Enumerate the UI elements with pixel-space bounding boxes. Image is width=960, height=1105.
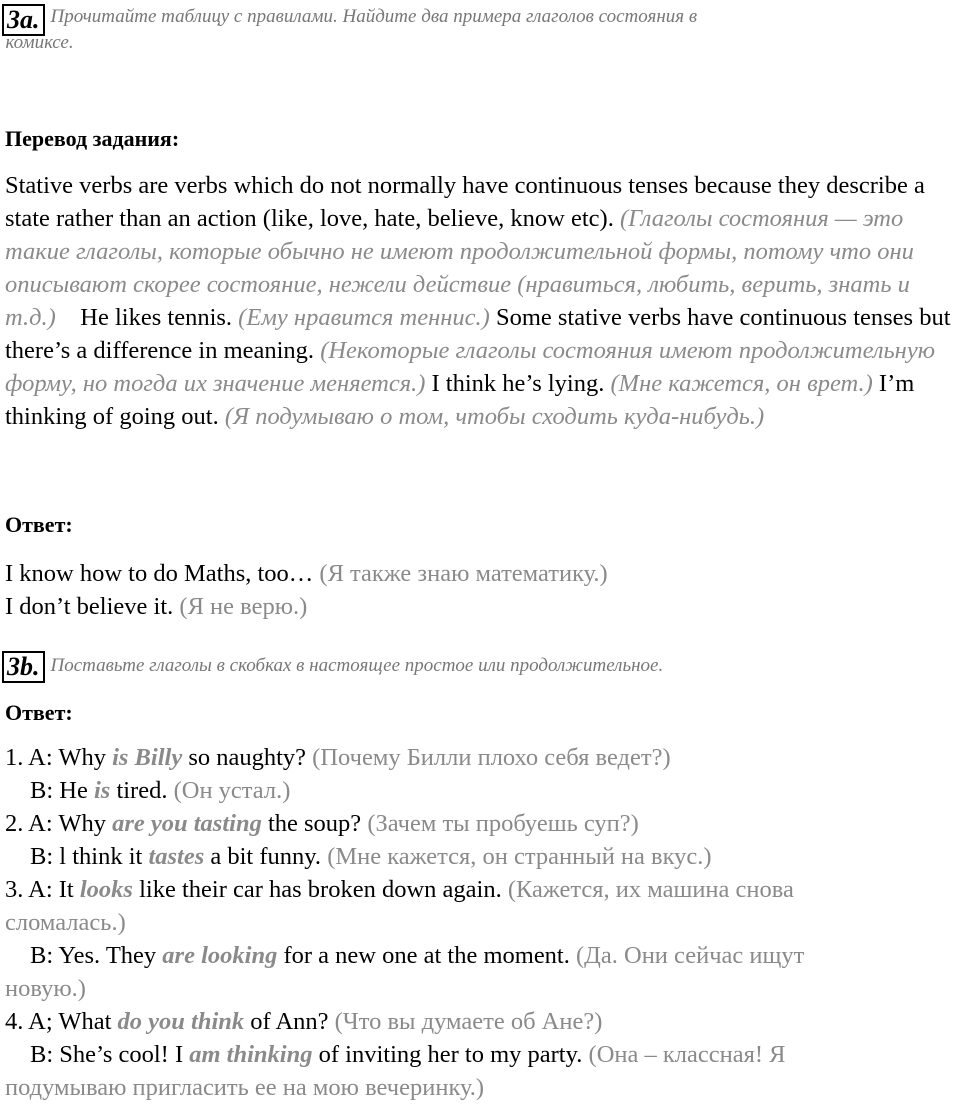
dialogue-5-a: 3. A: It	[5, 876, 80, 903]
dialogue-3-ru: (Зачем ты пробуешь суп?)	[361, 810, 639, 837]
dialogue-6-ru: сломалась.)	[5, 909, 126, 936]
task-3a	[2, 4, 697, 56]
dialogue-10-a: B: She’s cool! I	[30, 1041, 190, 1068]
dialogue-line-1	[5, 741, 671, 774]
dialogue-9-a: 4. A; What	[5, 1008, 118, 1035]
dialogue-3-verb: are you tasting	[112, 810, 262, 837]
dialogue-line-9	[5, 1005, 602, 1038]
answer-3a-line-1	[5, 557, 608, 590]
dialogue-9-verb: do you think	[117, 1008, 245, 1035]
dialogue-9-c: of Ann?	[244, 1008, 329, 1035]
dialogue-8-ru: новую.)	[5, 975, 86, 1002]
dialogue-5-c: like their car has broken down again.	[132, 876, 502, 903]
dialogue-10-verb: am thinking	[189, 1041, 313, 1068]
dialogue-3-a: 2. A: Why	[5, 810, 113, 837]
translation-en-4: I think he’s lying.	[431, 370, 605, 397]
dialogue-7-ru: (Да. Они сейчас ищут	[569, 942, 805, 969]
dialogue-4-verb: tastes	[148, 843, 205, 870]
dialogue-10-ru: (Она – классная! Я	[582, 1041, 786, 1068]
translation-en-1: Stative verbs are verbs which do not normally have continuous tenses because they describe a state rather than an action (like, love, hate, believe, know etc).	[5, 172, 925, 232]
dialogue-7-a: B: Yes. They	[30, 942, 163, 969]
dialogue-line-3	[5, 807, 639, 840]
translation-heading: Перевод задания:	[5, 126, 180, 151]
task-3a-text-line2: комиксе.	[5, 32, 74, 53]
answer-3a-en-2: I don’t believe it.	[5, 593, 174, 620]
answer-heading-3b: Ответ:	[5, 700, 73, 725]
dialogue-line-5	[5, 873, 794, 906]
dialogue-3-c: the soup?	[261, 810, 362, 837]
dialogue-10-c: of inviting her to my party.	[312, 1041, 583, 1068]
dialogue-9-ru: (Что вы думаете об Ане?)	[328, 1008, 603, 1035]
translation-paragraph	[5, 169, 957, 433]
dialogue-line-11	[5, 1071, 484, 1104]
translation-ru-5: (Я подумываю о том, чтобы сходить куда-нибудь.)	[224, 403, 765, 430]
dialogue-1-verb: is Billy	[112, 744, 183, 771]
answer-3a-ru-1: (Я также знаю математику.)	[319, 560, 608, 587]
translation-ru-1: (Глаголы состояния — это такие глаголы, которые обычно не имеют продолжительной формы, потому что они описывают скорее состояние, нежели действие (нравиться, любить, верить, знать и т.д.)	[5, 205, 914, 331]
dialogue-line-4	[30, 840, 712, 873]
task-3a-label: 3a.	[2, 4, 45, 36]
answer-3a-en-1: I know how to do Maths, too…	[5, 560, 314, 587]
dialogue-5-ru: (Кажется, их машина снова	[501, 876, 794, 903]
dialogue-line-2	[30, 774, 290, 807]
dialogue-line-8	[5, 972, 86, 1005]
dialogue-4-a: B: l think it	[30, 843, 149, 870]
dialogue-2-a: B: He	[30, 777, 94, 804]
dialogue-4-ru: (Мне кажется, он странный на вкус.)	[321, 843, 712, 870]
dialogue-5-verb: looks	[79, 876, 133, 903]
task-3b	[2, 651, 663, 683]
dialogue-line-7	[30, 939, 804, 972]
dialogue-11-ru: подумываю пригласить ее на мою вечеринку.)	[5, 1074, 485, 1101]
translation-en-5: I’m thinking of going out.	[5, 370, 915, 430]
answer-3a-ru-2: (Я не верю.)	[179, 593, 308, 620]
translation-en-3: Some stative verbs have continuous tenses but there’s a difference in meaning.	[5, 304, 951, 364]
dialogue-7-verb: are looking	[162, 942, 278, 969]
task-3a-text-line1: Прочитайте таблицу с правилами. Найдите два примера глаголов состояния в	[50, 6, 698, 27]
dialogue-2-c: tired.	[110, 777, 168, 804]
translation-ru-3: (Некоторые глаголы состояния имеют продолжительную форму, но тогда их значение меняется.)	[5, 337, 935, 397]
dialogue-line-10	[30, 1038, 786, 1071]
translation-ru-4: (Мне кажется, он врет.)	[610, 370, 873, 397]
translation-ru-2: (Ему нравится теннис.)	[238, 304, 490, 331]
translation-en-2: He likes tennis.	[80, 304, 233, 331]
task-3b-label: 3b.	[2, 651, 45, 683]
dialogue-4-c: a bit funny.	[204, 843, 322, 870]
dialogue-1-a: 1. A: Why	[5, 744, 113, 771]
answer-heading-3a: Ответ:	[5, 512, 73, 537]
dialogue-2-verb: is	[93, 777, 111, 804]
dialogue-1-ru: (Почему Билли плохо себя ведет?)	[306, 744, 671, 771]
task-3b-instruction: Поставьте глаголы в скобках в настоящее простое или продолжительное.	[50, 655, 664, 676]
answer-3a-line-2	[5, 590, 307, 623]
dialogue-line-6	[5, 906, 126, 939]
dialogue-1-c: so naughty?	[182, 744, 307, 771]
dialogue-7-c: for a new one at the moment.	[277, 942, 570, 969]
dialogue-2-ru: (Он устал.)	[167, 777, 291, 804]
